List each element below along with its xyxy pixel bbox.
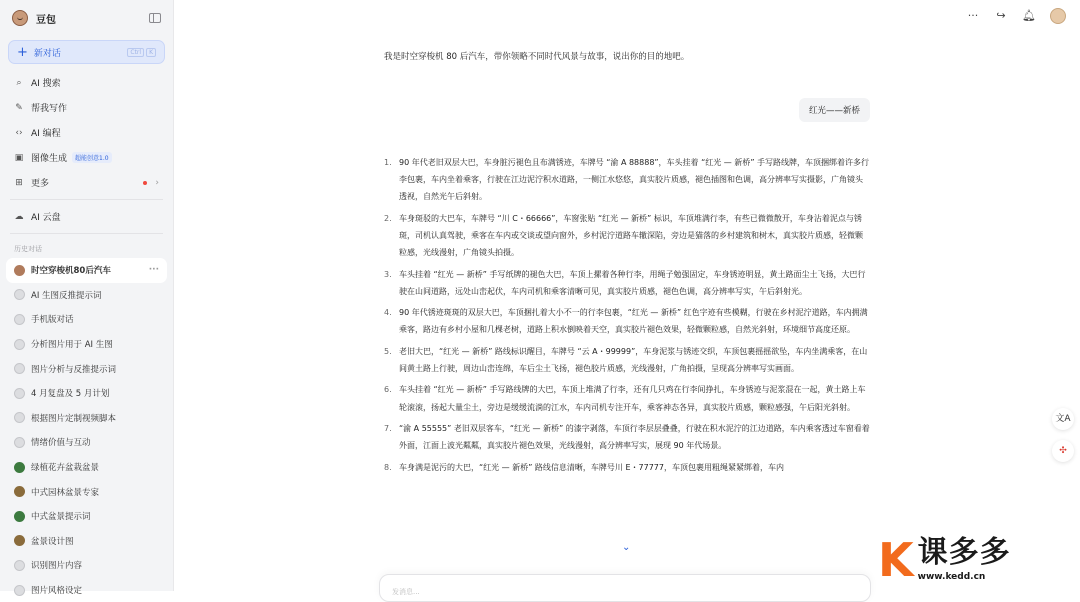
list-item [384, 154, 870, 206]
bot-answer-list [384, 154, 870, 480]
nav-label: 帮我写作 [31, 104, 68, 114]
history-label: 时空穿梭机80后汽车 [31, 266, 111, 277]
cloud-icon: ☁ [14, 211, 24, 222]
history-item-active[interactable] [6, 258, 167, 283]
history-label: 识别图片内容 [31, 561, 83, 572]
item-text: “渝 A 55555” 老旧双层客车，“红光 — 新桥” 的漆字剥落，车顶行李层层叠叠，行驶在积水泥泞的江边道路，车内乘客透过车窗看着外面，江面上波光粼粼，真实胶片褪色效果，光线漫射，高分辨率写实，展现 90 年代场景。 [399, 423, 870, 451]
search-icon: ⌕ [16, 77, 22, 88]
conversation [384, 50, 870, 472]
item-text: 车头挂着 “红光 — 新桥” 手写纸牌的褪色大巴，车顶上摞着各种行李，用绳子勉强固定，车身锈迹明显，黄土路面尘土飞扬，大巴行驶在山间道路，远处山峦起伏，车内司机和乘客清晰可见，真实胶片质感，褪色色调，高分辨率写实，午后斜射光。 [399, 269, 866, 296]
scroll-down-icon[interactable]: ⌄ [622, 542, 631, 553]
divider [10, 233, 163, 234]
bot-avatar [14, 265, 25, 276]
history-item[interactable] [0, 479, 173, 504]
watermark-k-icon: K [878, 533, 914, 587]
history-label: 绿植花卉盆栽盆景 [31, 463, 100, 474]
bot-avatar [14, 511, 25, 522]
feature-badge: 超能创意1.0 [72, 152, 112, 163]
item-text: 老旧大巴，“红光 — 新桥” 路线标识醒目，车牌号 “云 A・99999”，车身泥浆与锈迹交织，车顶包裹摇摇欲坠，车内坐满乘客，在山间黄土路上行驶，周边山峦连绵，车后尘土飞扬，褪色胶片质感，光线漫射，广角拍摄，呈现高分辨率写实画面。 [399, 346, 868, 373]
user-avatar[interactable] [1050, 8, 1066, 24]
item-number: 1. [384, 158, 392, 167]
translate-icon[interactable]: 文A [1052, 408, 1074, 430]
history-item[interactable] [0, 381, 173, 406]
new-chat-label: 新对话 [33, 48, 61, 59]
shortcut-key: Ctrl [127, 48, 144, 57]
item-text: 90 年代锈迹斑斑的双层大巴，车顶捆扎着大小不一的行李包裹，“红光 — 新桥” 红色字迹有些模糊，行驶在乡村泥泞道路，车内拥满乘客，路边有乡村小屋和几棵老树，道路上积水倒映着天空，真实胶片褪色效果，轻微颗粒感，自然光斜射，环境细节高度还原。 [399, 308, 868, 335]
list-item [384, 381, 870, 415]
item-text: 车头挂着 “红光 — 新桥” 手写路线牌的大巴，车顶上堆满了行李，还有几只鸡在行李间挣扎，车身锈迹与泥浆混在一起，黄土路上车轮滚滚，扬起大量尘土，旁边是缓缓流淌的江水，车内司机专注开车，乘客神态各异，真实胶片质感，颗粒感强，午后阳光斜射。 [399, 385, 866, 412]
history-label: 情绪价值与互动 [31, 438, 91, 449]
bot-avatar [14, 339, 25, 350]
history-item[interactable] [0, 307, 173, 332]
history-label: 盆景设计图 [31, 536, 74, 547]
history-label: 根据图片定制视频脚本 [31, 413, 117, 424]
message-input[interactable] [379, 574, 871, 602]
bot-avatar [14, 462, 25, 473]
item-number: 4. [384, 308, 392, 318]
history-label: AI 生图反推提示词 [31, 290, 102, 301]
collapse-sidebar-icon[interactable] [149, 13, 161, 23]
watermark-url: www.kedd.cn [917, 572, 986, 582]
history-label: 图片分析与反推提示词 [31, 364, 117, 375]
sidebar-header [0, 0, 173, 36]
list-item [384, 459, 870, 476]
top-toolbar [966, 8, 1066, 24]
item-text: 车身满是泥污的大巴，“红光 — 新桥” 路线信息清晰，车牌号川 E・77777，车顶包裹用粗绳紧紧绑着，车内 [399, 462, 784, 472]
app-grid-icon[interactable]: ✣ [1052, 440, 1074, 462]
bot-avatar [14, 388, 25, 399]
history-item[interactable] [0, 504, 173, 529]
list-item [384, 266, 870, 300]
item-text: 车身斑驳的大巴车，车牌号 “川 C・66666”，车窗张贴 “红光 — 新桥” 标识，车顶堆满行李，有些已微微散开，车身沾着泥点与锈斑，司机认真驾驶，乘客在车内或交谈或望向窗外，乡村泥泞道路车辙深陷，旁边是猫落的乡村建筑和树木，真实胶片质感，轻微颗粒感，光线漫射，广角镜头拍摄。 [399, 213, 863, 258]
list-item [384, 304, 870, 338]
watermark-logo [874, 529, 1080, 591]
chat-main [174, 0, 1080, 596]
history-item[interactable] [0, 553, 173, 578]
bot-avatar [14, 412, 25, 423]
item-number: 7. [384, 423, 392, 433]
bot-avatar [14, 585, 25, 596]
nav-ai-search[interactable] [0, 70, 173, 95]
grid-icon: ⊞ [15, 177, 23, 188]
side-tools [1052, 408, 1074, 462]
nav-label: 图像生成 [31, 154, 68, 164]
history-item[interactable] [0, 283, 173, 308]
item-number: 8. [384, 462, 392, 472]
history-item[interactable] [0, 578, 173, 602]
item-number: 6. [384, 385, 392, 395]
history-item[interactable] [0, 406, 173, 431]
nav-coding[interactable] [0, 120, 173, 145]
list-item [384, 420, 870, 454]
nav-label: AI 云盘 [31, 213, 61, 223]
nav-cloud[interactable] [0, 204, 173, 229]
nav-writing[interactable] [0, 95, 173, 120]
more-options-icon[interactable]: ··· [967, 9, 979, 22]
history-item[interactable] [0, 332, 173, 357]
sidebar [0, 0, 174, 597]
more-icon[interactable]: ··· [148, 265, 159, 276]
pen-icon: ✎ [15, 102, 23, 113]
history-item[interactable] [0, 430, 173, 455]
bot-avatar [14, 437, 25, 448]
history-item[interactable] [0, 529, 173, 554]
new-chat-button[interactable] [8, 40, 165, 64]
list-item [384, 343, 870, 377]
history-item[interactable] [0, 455, 173, 480]
user-message: 红光——新桥 [799, 98, 870, 122]
history-label: 4 月复盘及 5 月计划 [31, 389, 110, 400]
bot-avatar [14, 486, 25, 497]
nav-label: AI 编程 [31, 129, 61, 139]
history-label: 图片风格设定 [31, 586, 83, 597]
bot-avatar [14, 363, 25, 374]
bot-avatar [14, 560, 25, 571]
nav-image-gen[interactable] [0, 145, 173, 170]
nav-label: 更多 [31, 179, 50, 189]
bot-avatar [14, 289, 25, 300]
history-label: 手机版对话 [31, 315, 74, 326]
history-label: 中式园林盆景专家 [31, 487, 100, 498]
item-number: 3. [384, 269, 392, 279]
bot-avatar [14, 314, 25, 325]
item-text: 90 年代老旧双层大巴，车身脏污褪色且布满锈迹，车牌号 “渝 A 88888”，车头挂着 “红光 — 新桥” 手写路线牌，车顶捆绑着许多行李包裹，车内坐着乘客，行驶在江边泥泞积水道路，一侧江水悠悠，真实胶片质感，褪色插图和色调，高分辨率写实摄影，广角镜头透视，自然光午后斜射。 [399, 158, 870, 202]
chevron-right-icon: › [155, 177, 159, 188]
app-name: 豆包 [36, 14, 56, 26]
item-number: 5. [384, 346, 392, 356]
list-item [384, 210, 870, 262]
notification-dot [143, 181, 147, 185]
history-title: 历史对话 [14, 245, 42, 253]
image-icon: ▣ [14, 152, 24, 163]
bell-icon[interactable]: 🔔︎ [1022, 9, 1036, 22]
bot-greeting: 我是时空穿梭机 80 后汽车，带你领略不同时代风景与故事，说出你的目的地吧。 [384, 52, 690, 62]
share-icon[interactable]: ↪ [996, 9, 1006, 22]
divider [10, 199, 163, 200]
plus-icon: + [17, 44, 28, 60]
app-logo-icon[interactable] [12, 10, 28, 26]
code-icon: ‹› [15, 127, 23, 138]
bot-avatar [14, 535, 25, 546]
history-label: 分析图片用于 AI 生图 [31, 340, 113, 351]
history-label: 中式盆景提示词 [31, 512, 91, 523]
nav-more[interactable] [0, 170, 173, 195]
input-placeholder: 发消息... [392, 588, 420, 596]
shortcut-key: K [146, 48, 156, 57]
history-item[interactable] [0, 356, 173, 381]
watermark-brand: 课多多 [917, 535, 1011, 570]
item-number: 2. [384, 213, 392, 223]
watermark-text [917, 535, 1011, 582]
nav-label: AI 搜索 [31, 79, 61, 89]
